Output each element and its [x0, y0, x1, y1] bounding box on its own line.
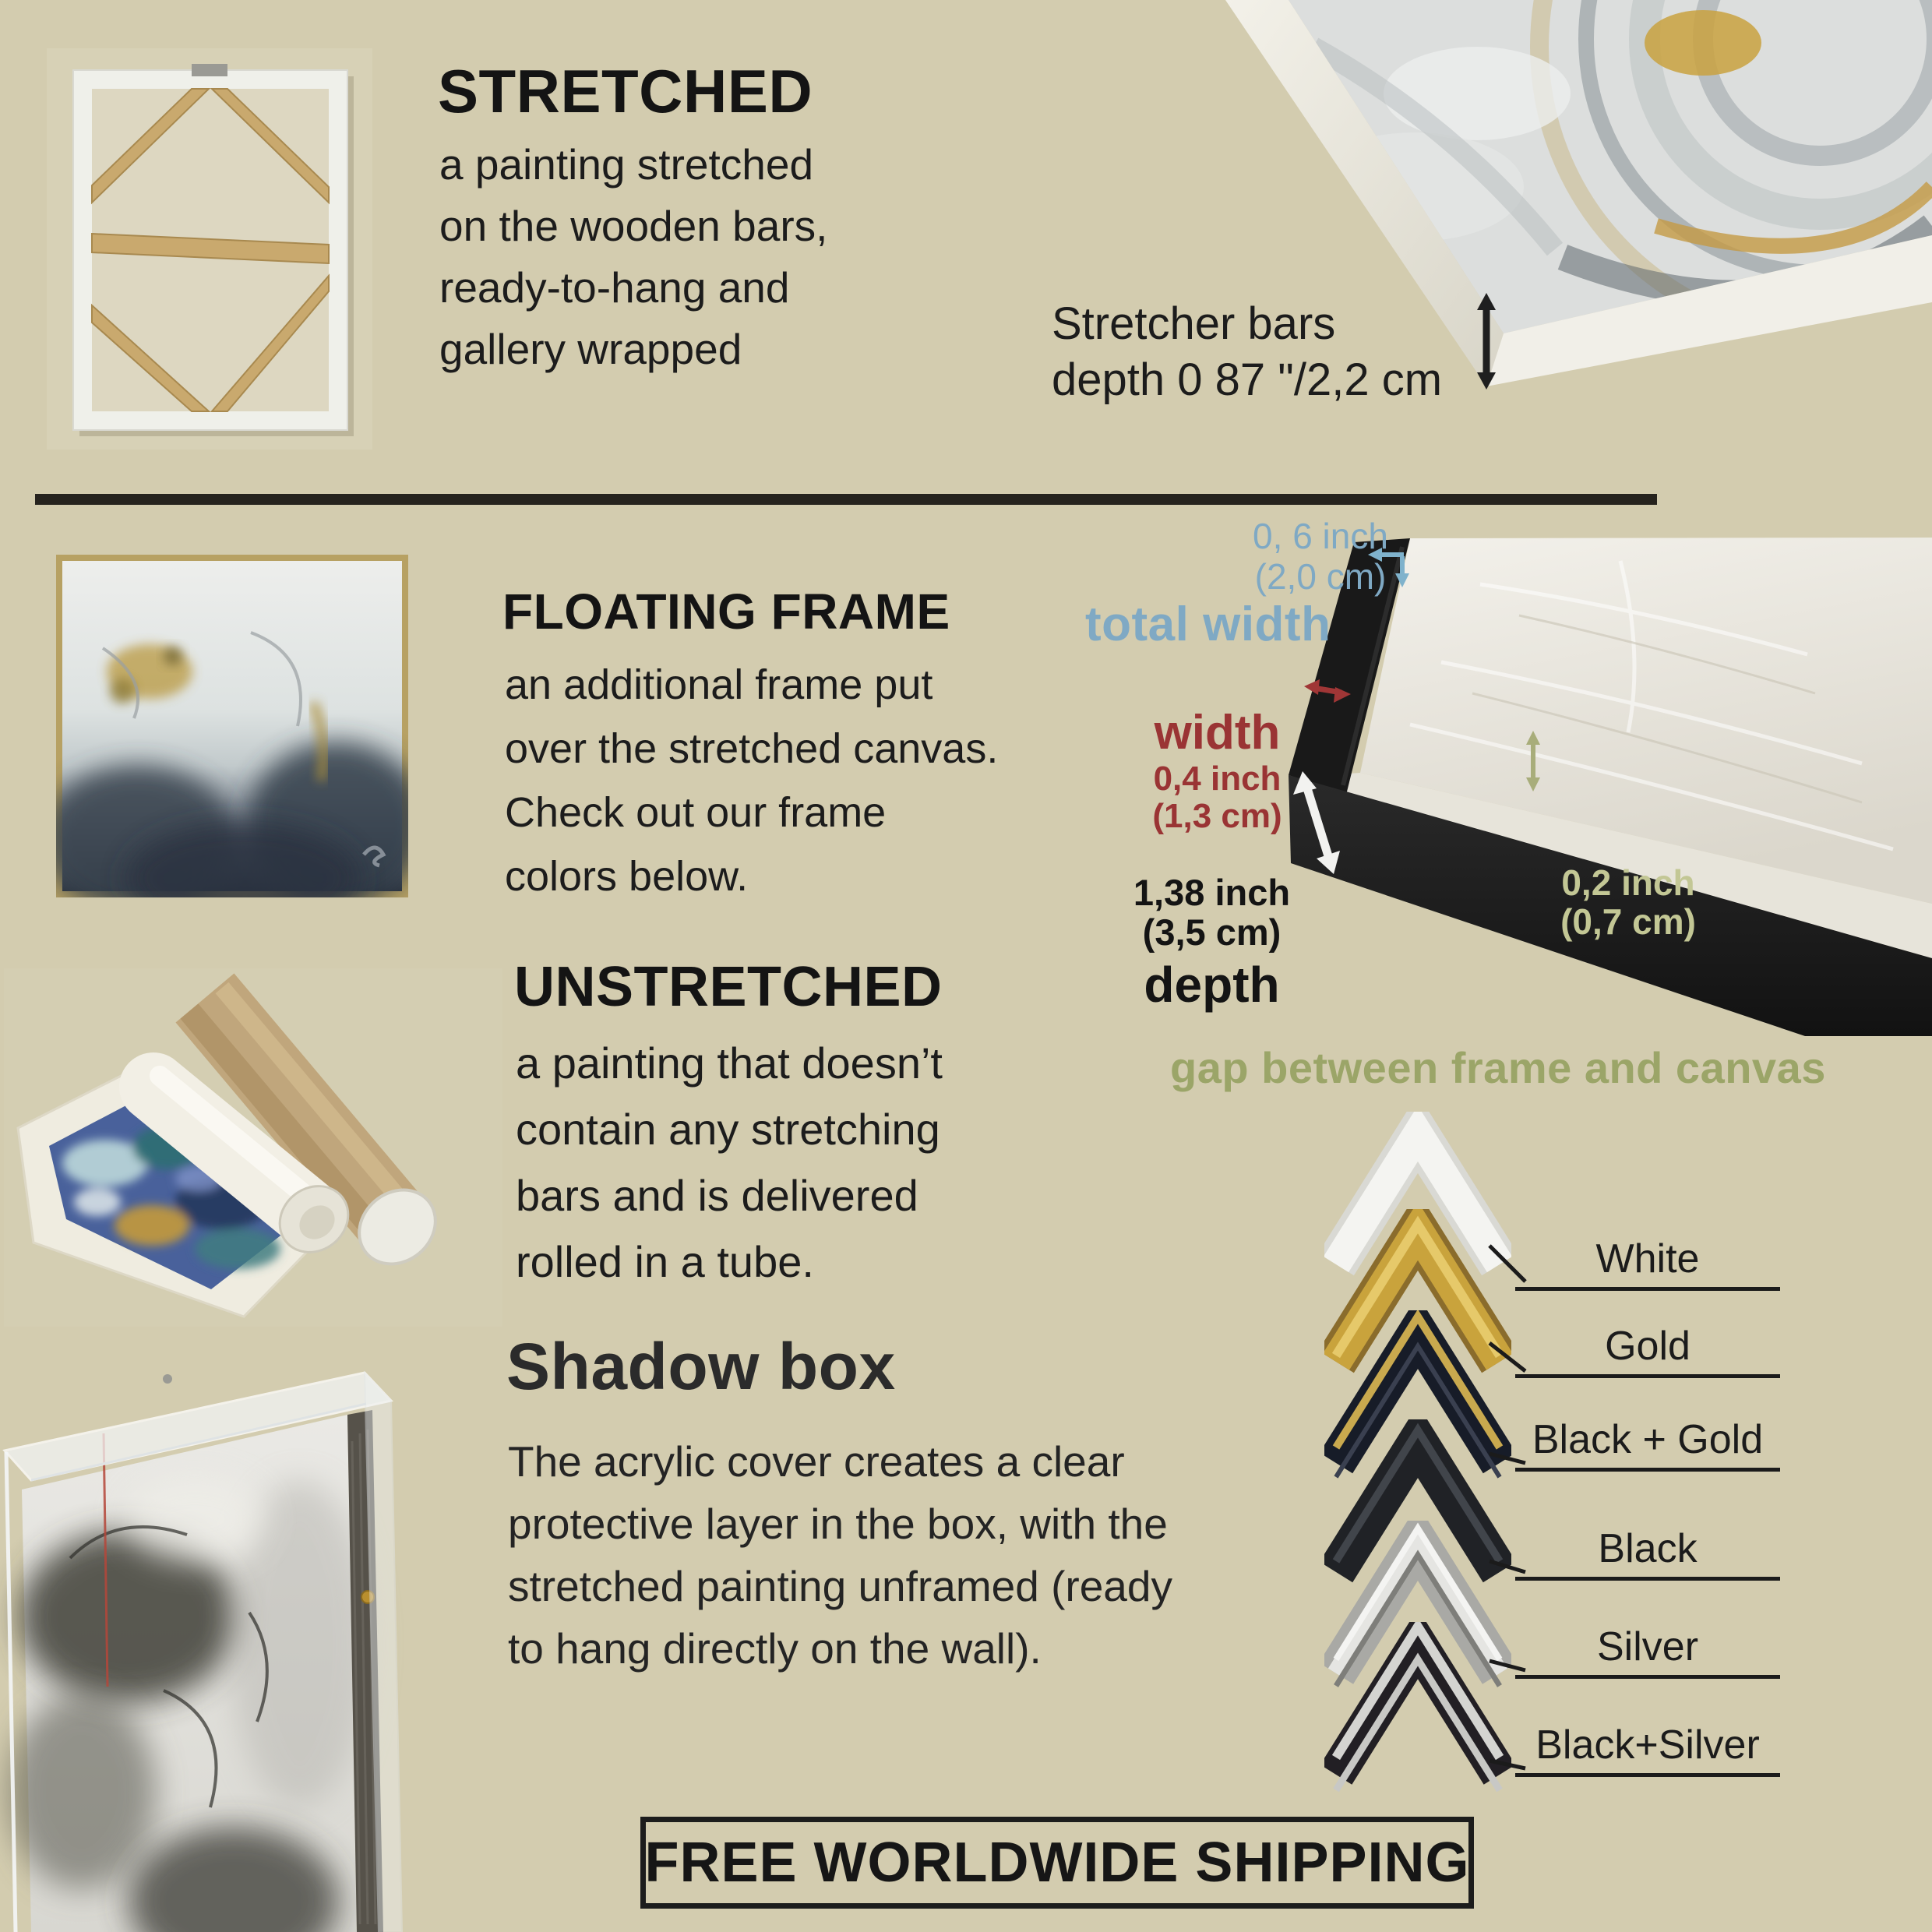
free-shipping-text: FREE WORLDWIDE SHIPPING [644, 1832, 1470, 1894]
frame-color-label-black-gold: Black + Gold [1515, 1416, 1780, 1472]
frame-color-label-black-silver: Black+Silver [1515, 1722, 1780, 1777]
total-width-measurement: 0, 6 inch (2,0 cm) [1253, 516, 1388, 597]
stretched-title: STRETCHED [438, 57, 813, 125]
total-width-label: total width [1085, 598, 1331, 651]
floating-frame-painting-photo [56, 555, 408, 897]
free-shipping-banner [640, 1817, 1474, 1909]
stretched-canvas-back-photo [47, 48, 372, 450]
hanger-bracket [192, 64, 227, 76]
frame-color-label-black: Black [1515, 1525, 1780, 1581]
floating-frame-cross-section-photo [1285, 538, 1932, 1036]
shadow-box-photo [0, 1285, 436, 1932]
depth-measurement: 1,38 inch (3,5 cm) depth [1133, 872, 1291, 1013]
unstretched-title: UNSTRETCHED [514, 956, 943, 1018]
width-measurement: width 0,4 inch (1,3 cm) [1152, 706, 1282, 835]
stretcher-bars-caption: Stretcher bars depth 0 87 "/2,2 cm [1052, 298, 1443, 405]
section-divider [35, 494, 1657, 505]
floating-frame-description: an additional frame put over the stretched canvas. Check out our frame colors below. [505, 661, 999, 900]
floating-frame-title: FLOATING FRAME [502, 583, 950, 640]
frame-color-label-silver: Silver [1515, 1624, 1780, 1679]
frame-color-label-gold: Gold [1515, 1323, 1780, 1378]
frame-corner-black-silver [1324, 1622, 1511, 1801]
gap-label: gap between frame and canvas [1170, 1043, 1826, 1092]
stretched-description: a painting stretched on the wooden bars, ready-to-hang and gallery wrapped [439, 140, 828, 373]
shadow-box-description: The acrylic cover creates a clear protective layer in the box, with the stretched painting unframed (ready to hang directly on the wall). [508, 1437, 1172, 1673]
gap-measurement: 0,2 inch (0,7 cm) [1560, 862, 1696, 942]
canvas-corner-photo [1220, 0, 1932, 491]
unstretched-description: a painting that doesn’t contain any stretching bars and is delivered rolled in a tube. [516, 1038, 943, 1286]
frame-color-label-white: White [1515, 1236, 1780, 1291]
shadow-box-title: Shadow box [506, 1330, 896, 1403]
rolled-canvas-tube-photo [4, 968, 502, 1327]
